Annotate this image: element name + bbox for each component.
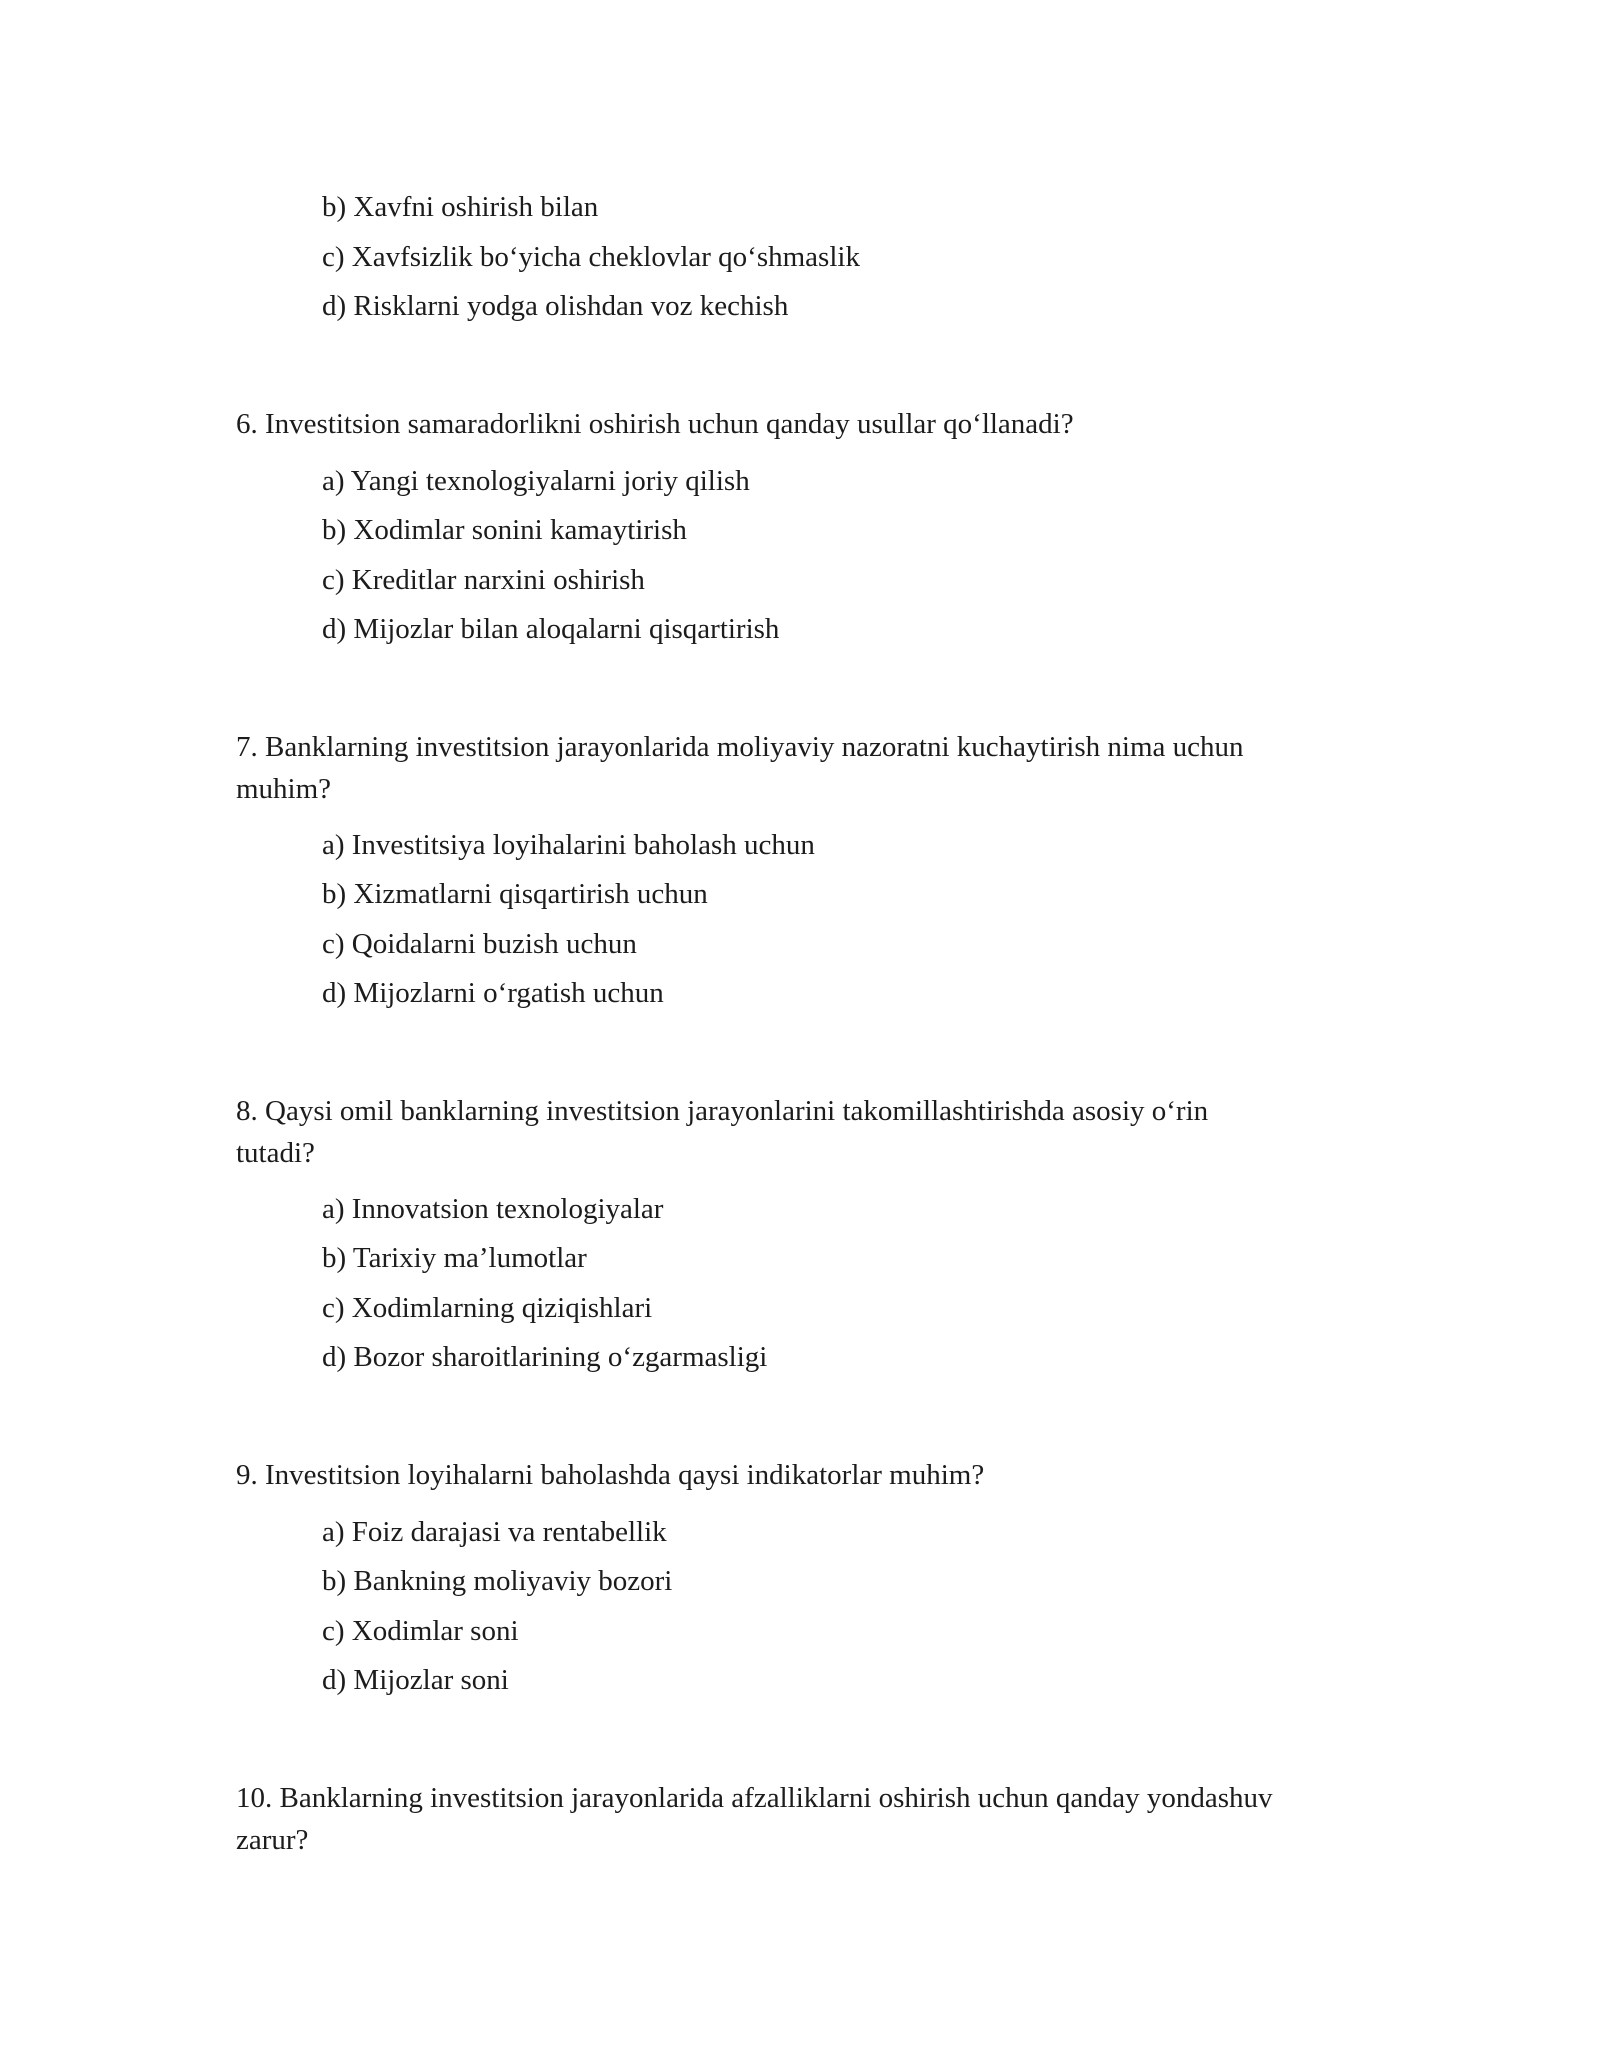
option-9d: d) Mijozlar soni (322, 1664, 509, 1696)
question-7-text-cont: muhim? (236, 773, 332, 805)
option-9a: a) Foiz darajasi va rentabellik (322, 1516, 667, 1548)
option-7b: b) Xizmatlarni qisqartirish uchun (322, 878, 708, 910)
option-6a: a) Yangi texnologiyalarni joriy qilish (322, 465, 750, 497)
question-7-text: 7. Banklarning investitsion jarayonlarida moliyaviy nazoratni kuchaytirish nima uchun (236, 731, 1244, 763)
option-8c: c) Xodimlarning qiziqishlari (322, 1292, 653, 1324)
question-8-text-cont: tutadi? (236, 1137, 315, 1169)
option-5b: b) Xavfni oshirish bilan (322, 191, 599, 223)
option-6d: d) Mijozlar bilan aloqalarni qisqartirish (322, 613, 780, 645)
option-6c: c) Kreditlar narxini oshirish (322, 564, 645, 596)
option-7a: a) Investitsiya loyihalarini baholash uchun (322, 829, 815, 861)
option-5d: d) Risklarni yodga olishdan voz kechish (322, 290, 789, 322)
question-9-text: 9. Investitsion loyihalarni baholashda qaysi indikatorlar muhim? (236, 1459, 985, 1491)
question-8-text: 8. Qaysi omil banklarning investitsion jarayonlarini takomillashtirishda asosiy o‘rin (236, 1095, 1209, 1127)
option-9b: b) Bankning moliyaviy bozori (322, 1565, 673, 1597)
option-5c: c) Xavfsizlik bo‘yicha cheklovlar qo‘shmaslik (322, 241, 860, 273)
question-10-text: 10. Banklarning investitsion jarayonlarida afzalliklarni oshirish uchun qanday yondashuv (236, 1782, 1273, 1814)
option-7d: d) Mijozlarni o‘rgatish uchun (322, 977, 664, 1009)
option-9c: c) Xodimlar soni (322, 1615, 519, 1647)
question-6-text: 6. Investitsion samaradorlikni oshirish uchun qanday usullar qo‘llanadi? (236, 408, 1074, 440)
question-10-text-cont: zarur? (236, 1824, 309, 1856)
option-8a: a) Innovatsion texnologiyalar (322, 1193, 664, 1225)
option-8b: b) Tarixiy ma’lumotlar (322, 1242, 587, 1274)
option-8d: d) Bozor sharoitlarining o‘zgarmasligi (322, 1341, 768, 1373)
option-7c: c) Qoidalarni buzish uchun (322, 928, 637, 960)
option-6b: b) Xodimlar sonini kamaytirish (322, 514, 687, 546)
